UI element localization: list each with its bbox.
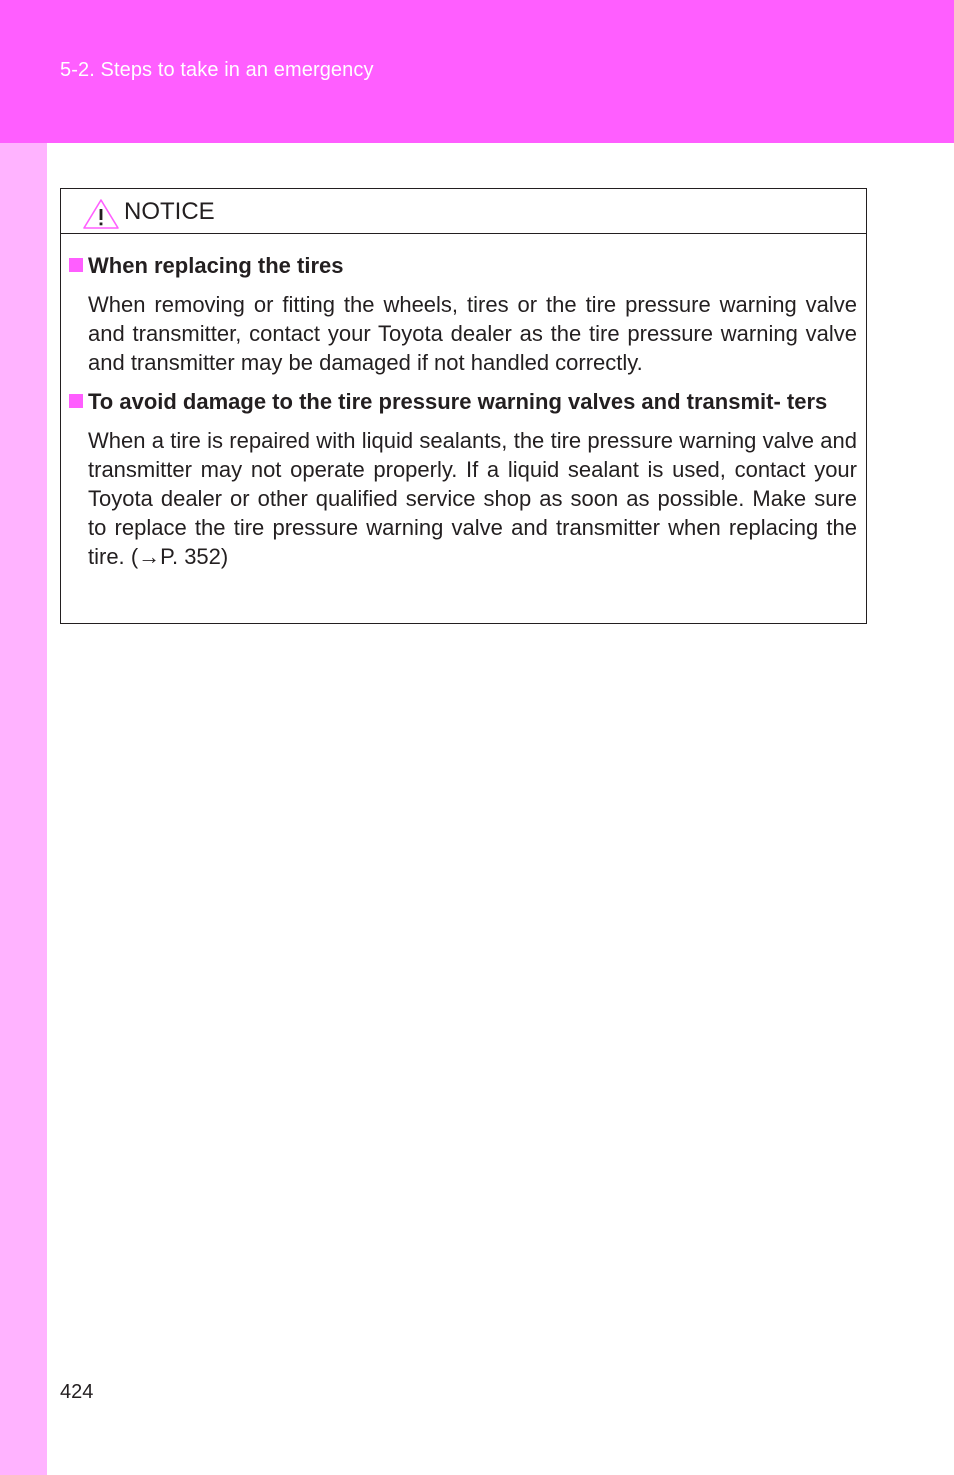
item-text: When removing or fitting the wheels, tires or the tire pressure warning valve and transmitter, contact your Toyota dealer as the tire pressure warning valve and transmitter may be damaged if not handled correctly. (88, 292, 857, 375)
side-strip (0, 143, 47, 1475)
notice-box (60, 188, 867, 624)
page-number: 424 (60, 1381, 94, 1403)
item-heading-text: When replacing the tires (88, 253, 344, 278)
page-reference-link[interactable]: (→P. 352) (130, 544, 229, 569)
square-bullet-icon (69, 258, 83, 272)
item-heading-text: To avoid damage to the tire pressure warning valves and transmit- ters (88, 389, 828, 414)
notice-item (68, 387, 857, 571)
notice-item (68, 251, 857, 377)
item-heading (68, 251, 857, 280)
warning-triangle-icon (82, 198, 120, 230)
header-band (0, 0, 954, 143)
notice-body (61, 234, 866, 571)
item-text-body: When a tire is repaired with liquid sealants, the tire pressure warning valve and transmitter may not operate properly. If a liquid sealant is used, contact your Toyota dealer or other qualified service shop as soon as possible. Make sure to replace the tire pressure warning valve and transmitter when replacing the tire. (88, 428, 857, 569)
item-heading (68, 387, 857, 416)
notice-title: NOTICE (124, 198, 215, 225)
section-label: 5-2. Steps to take in an emergency (60, 59, 374, 81)
square-bullet-icon (69, 394, 83, 408)
item-text (68, 426, 857, 571)
notice-header (61, 189, 866, 234)
